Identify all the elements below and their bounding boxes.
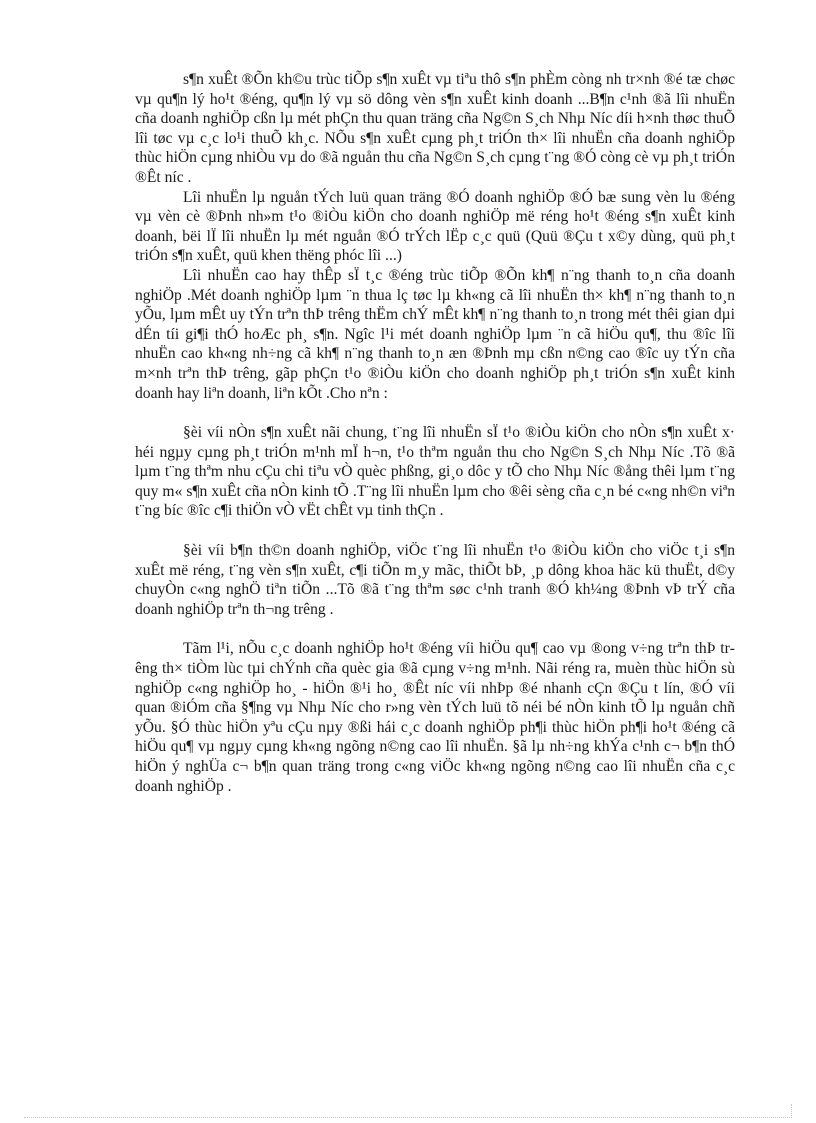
page-corner-border bbox=[791, 1104, 792, 1118]
paragraph-6: Tãm l¹i, nÕu c¸c doanh nghiÖp ho¹t ®éng víi hiÖu qu¶ cao vµ ®ong v÷ng trªn thÞ trêng th× tiÒm lùc tµi chÝnh cña quèc gia ®ã cµng v÷ng m¹nh. Nãi réng ra, muèn thùc hiÖn sù nghiÖp c«ng nghiÖp ho¸ - hiÖn ®¹i ho¸ ®Êt níc víi nhÞp ®é nhanh cÇn ®Çu t lín, ®Ó víi quan ®iÓm cña §¶ng vµ Nhµ Níc cho r»ng vèn tÝch luü tõ néi bé nÒn kinh tÕ lµ nguån chñ yÕu. §Ó thùc hiÖn yªu cÇu nµy ®ßi hái c¸c doanh nghiÖp ph¶i thùc hiÖn ph¶i ho¹t ®éng cã hiÖu qu¶ vµ ngµy cµng kh«ng ngõng n©ng cao lîi nhuËn. §ã lµ nh÷ng khÝa c¹nh c¬ b¶n thÓ hiÖn ý nghÜa c¬ b¶n quan träng trong c«ng viÖc kh«ng ngõng n©ng cao lîi nhuËn cña c¸c doanh nghiÖp . bbox=[135, 640, 735, 795]
document-body bbox=[135, 70, 735, 796]
paragraph-1: s¶n xuÊt ®Õn kh©u trùc tiÕp s¶n xuÊt vµ tiªu thô s¶n phÈm còng nh tr×nh ®é tæ chøc vµ qu¶n lý ho¹t ®éng, qu¶n lý vµ sö dông vèn s¶n xuÊt kinh doanh ...B¶n c¹nh ®ã lîi nhuËn cña doanh nghiÖp cßn lµ mét phÇn thu quan träng cña Ng©n S¸ch Nhµ Níc díi h×nh thøc thuÕ lîi tøc vµ c¸c lo¹i thuÕ kh¸c. NÕu s¶n xuÊt cµng ph¸t triÓn th× lîi nhuËn cña doanh nghiÖp thùc hiÖn cµng nhiÒu vµ do ®ã nguån thu cña Ng©n S¸ch cµng t¨ng ®Ó còng cè vµ ph¸t triÓn ®Êt níc . bbox=[135, 71, 735, 186]
paragraph-5: §èi víi b¶n th©n doanh nghiÖp, viÖc t¨ng lîi nhuËn t¹o ®iÒu kiÖn cho viÖc t¸i s¶n xuÊt më réng, t¨ng vèn s¶n xuÊt, c¶i tiÕn m¸y mãc, thiÕt bÞ, ¸p dông khoa häc kü thuËt, d©y chuyÒn c«ng nghÖ tiªn tiÕn ...Tõ ®ã t¨ng thªm søc c¹nh tranh ®Ó kh¼ng ®Þnh vÞ trÝ cña doanh nghiÖp trªn th¬ng trêng . bbox=[135, 542, 735, 618]
paragraph-4: §èi víi nÒn s¶n xuÊt nãi chung, t¨ng lîi nhuËn sÏ t¹o ®iÒu kiÖn cho nÒn s¶n xuÊt x· héi ngµy cµng ph¸t triÓn m¹nh mÏ h¬n, t¹o thªm nguån thu cho Ng©n S¸ch Nhµ Níc .Tõ ®ã lµm t¨ng thªm nhu cÇu chi tiªu vÒ quèc phßng, gi¸o dôc y tÕ cho Nhµ Níc ®ång thêi lµm t¨ng quy m« s¶n xuÊt cña nÒn kinh tÕ .T¨ng lîi nhuËn lµm cho ®êi sèng cña c¸n bé c«ng nh©n viªn t¨ng bíc ®îc c¶i thiÖn vÒ vËt chÊt vµ tinh thÇn . bbox=[135, 424, 735, 520]
paragraph-3: Lîi nhuËn cao hay thÊp sÏ t¸c ®éng trùc tiÕp ®Õn kh¶ n¨ng thanh to¸n cña doanh nghiÖp .Mét doanh nghiÖp lµm ¨n thua lç tøc lµ kh«ng cã lîi nhuËn th× kh¶ n¨ng thanh to¸n yÕu, lµm mÊt uy tÝn trªn thÞ trêng thËm chÝ mÊt kh¶ n¨ng thanh to¸n trong mét thêi gian dµi dÉn tíi gi¶i thÓ hoÆc ph¸ s¶n. Ngîc l¹i mét doanh nghiÖp lµm ¨n cã hiÖu qu¶, thu ®îc lîi nhuËn cao kh«ng nh÷ng cã kh¶ n¨ng thanh to¸n æn ®Þnh mµ cßn n©ng cao ®îc uy tÝn cña m×nh trªn thÞ trêng, gãp phÇn t¹o ®iÒu kiÖn cho doanh nghiÖp ph¸t triÓn s¶n xuÊt kinh doanh hay liªn doanh, liªn kÕt .Cho nªn : bbox=[135, 266, 735, 402]
paragraph-2: Lîi nhuËn lµ nguån tÝch luü quan träng ®Ó doanh nghiÖp ®Ó bæ sung vèn lu ®éng vµ vèn cè ®Þnh nh»m t¹o ®iÒu kiÖn cho doanh nghiÖp më réng ho¹t ®éng s¶n xuÊt kinh doanh, bëi lÏ lîi nhuËn lµ mét nguån ®Ó trÝch lËp c¸c quü (Quü ®Çu t x©y dùng, quü ph¸t triÓn s¶n xuÊt, quü khen thëng phóc lîi ...) bbox=[135, 188, 735, 265]
page-bottom-border bbox=[24, 1117, 792, 1118]
